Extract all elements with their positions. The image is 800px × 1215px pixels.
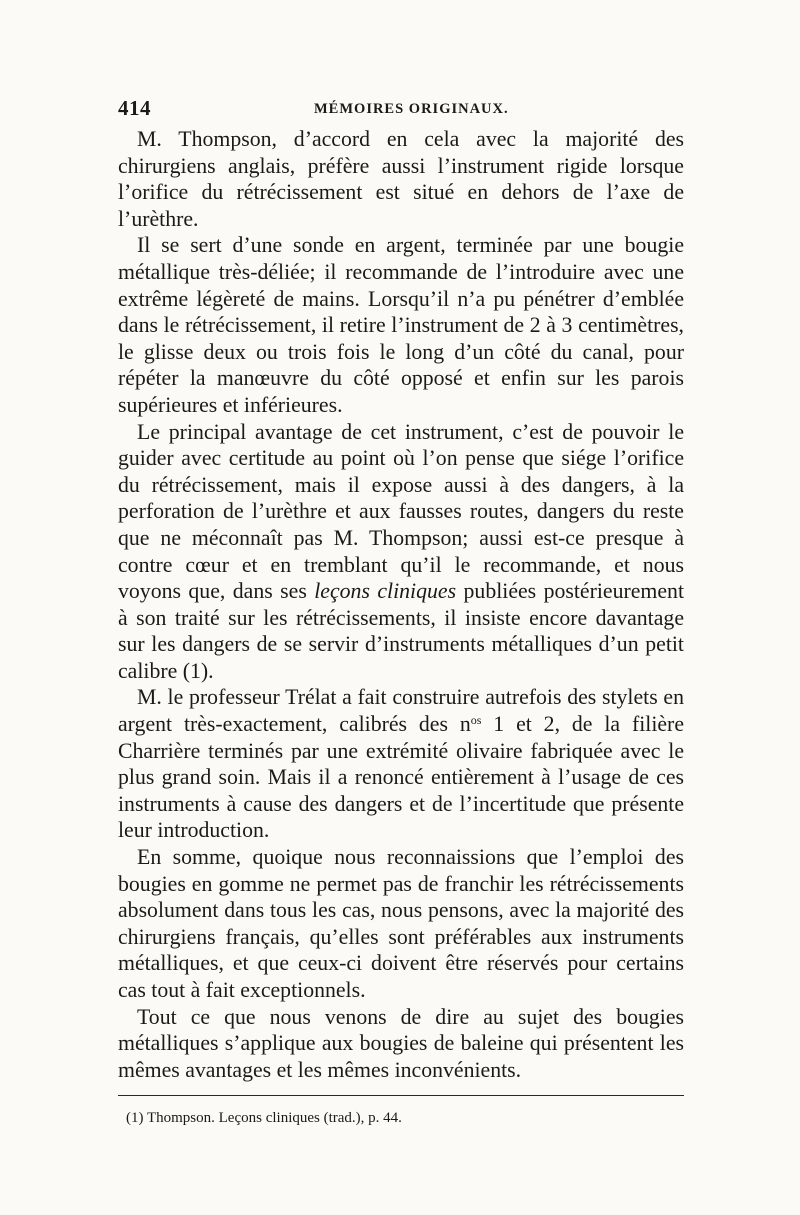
book-page: [118, 96, 684, 1128]
paragraph-3: [118, 419, 684, 685]
paragraph-4-text-end: 1 et 2, de la filière Charrière terminés par une extrémité olivaire fabriquée avec le plus grand soin. Mais il a renoncé entièrement à l’usage de ces instruments à cause des dangers et de l’incertitude que présente leur introduction.: [118, 712, 684, 843]
paragraph-4: [118, 684, 684, 844]
page-number: 414: [118, 96, 151, 120]
footnote: (1) Thompson. Leçons cliniques (trad.), p. 44.: [126, 1110, 402, 1127]
paragraph-2: Il se sert d’une sonde en argent, terminée par une bougie métallique très-déliée; il recommande de l’introduire avec une extrême légèreté de mains. Lorsqu’il n’a pu pénétrer d’emblée dans le rétrécissement, il retire l’instrument de 2 à 3 centimètres, le glisse deux ou trois fois le long d’un côté du canal, pour répéter la manœuvre du côté opposé et enfin sur les parois supérieures et inférieures.: [118, 233, 684, 417]
running-head: MÉMOIRES ORIGINAUX.: [314, 101, 509, 117]
body-text: [118, 126, 684, 1083]
paragraph-3-text-end: publiées postérieurement à son traité sur les rétrécissements, il insiste encore davantage sur les dangers de se servir d’instruments métalliques d’un petit calibre (1).: [118, 579, 685, 683]
paragraph-4-superscript: os: [470, 713, 482, 728]
paragraph-1: M. Thompson, d’accord en cela avec la majorité des chirurgiens anglais, préfère aussi l’instrument rigide lorsque l’orifice du rétrécissement est situé en dehors de l’axe de l’urèthre.: [118, 127, 684, 231]
paragraph-5: En somme, quoique nous reconnaissions que l’emploi des bougies en gomme ne permet pas de franchir les rétrécissements absolument dans tous les cas, nous pensons, avec la majorité des chirurgiens français, qu’elles sont préférables aux instruments métalliques, et que ceux-ci doivent être réservés pour certains cas tout à fait exceptionnels.: [118, 845, 684, 1002]
paragraph-6: Tout ce que nous venons de dire au sujet des bougies métalliques s’applique aux bougies de baleine qui présentent les mêmes avantages et les mêmes inconvénients.: [118, 1004, 684, 1082]
page-header: [118, 96, 684, 126]
footnote-divider: [118, 1095, 684, 1096]
paragraph-3-italic-title: leçons cliniques: [314, 579, 457, 604]
paragraph-4-text-start: M. le professeur Trélat a fait construire autrefois des stylets en argent très-exactement, calibrés des n: [118, 685, 684, 737]
paragraph-3-text-start: Le principal avantage de cet instrument, c’est de pouvoir le guider avec certitude au point où l’on pense que siége l’orifice du rétrécissement, mais il expose aussi à des dangers, à la perforation de l’urèthre et aux fausses routes, dangers du reste que ne méconnaît pas M. Thompson; aussi est-ce presque à contre cœur et en tremblant qu’il le recommande, et nous voyons que, dans ses: [118, 419, 684, 604]
